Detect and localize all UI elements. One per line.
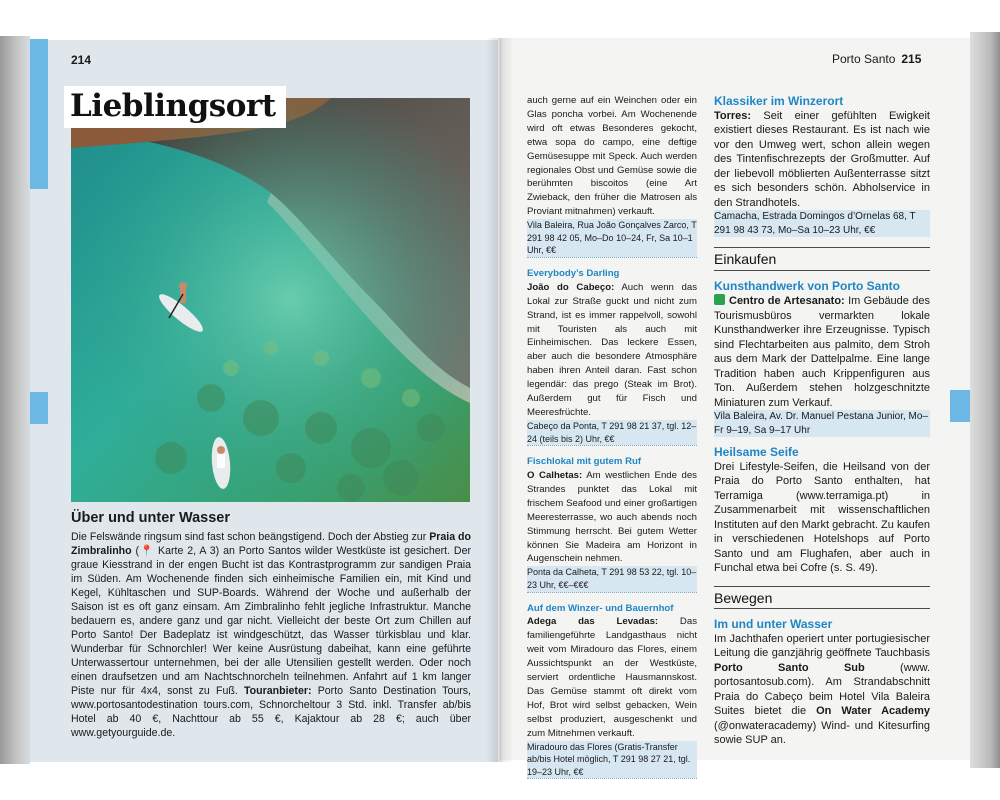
divider [527, 445, 697, 446]
running-head [832, 52, 921, 66]
bold-text: Praia do Zimbralinho [71, 531, 472, 557]
entry-text: Im Gebäude des Tourismusbüros vermarkten lokale Kunsthandwerker ihre Erzeugnisse. Typisch sind Flechtarbeiten aus palmito, dem Stroh aus dem Mark der Dattelpalme. Eine lange Tradition haben auch Krippenfiguren aus Ton. Außerdem stehen holzgeschnitzte Miniaturen zum Verkauf. [714, 295, 931, 409]
section-heading-moving: Bewegen [714, 586, 930, 610]
text-run: Porto Santo Destination Tours, www.portosantodestination tours.com, Schnorcheltour 3 Std. inkl. Transfer ab/bis Hotel ab 40 €, Nachttour ab 55 €, Kajaktour ab 28 €; auch über www.getyourguide.de. [71, 685, 471, 739]
feature-paragraph [71, 530, 471, 740]
entry-body [714, 632, 930, 748]
entry-heading: Fischlokal mit gutem Ruf [527, 456, 642, 468]
entry-intro-text: auch gerne auf ein Weinchen oder ein Glas poncha vorbei. Am Wochenende wird oft etwas Besonderes gekocht, etwa sopa do campo, eine deftige Gemüsesuppe mit Speck. Auch werden regionales Obst und Gemüse sowie die berühmten biscoitos (eine Art Zwieback, den früher die Matrosen als Proviant mitnahmen) verkauft. [527, 95, 697, 218]
entry-address: Cabeço da Ponta, T 291 98 21 37, tgl. 12–24 (teils bis 2) Uhr, €€ [527, 420, 697, 444]
entry-name: Torres: [714, 109, 752, 122]
entry-heading: Everybody’s Darling [527, 267, 620, 279]
feature-heading: Über und unter Wasser [71, 510, 230, 526]
entry-text: Auch wenn das Lokal zur Straße guckt und nicht zum Strand, ist es immer rappelvoll, sowohl mit Touristen als auch mit Einheimischen. Das leckere Essen, aber auch die besondere Atmosphäre haben ihren Anteil daran. Fast schon legendär: das prego (Steak im Brot). Außerdem gut für Fisch und Meeresfrüchte. [527, 281, 697, 418]
shopping-bag-icon [714, 294, 725, 305]
entry-name: O Calhetas: [527, 470, 583, 481]
entry-text: Am westlichen Ende des Strandes punktet das Lokal mit frischem Seafood und einer großartigen Meeresterrasse, wo auch abends noch Stimmung herrscht. Bei gutem Wetter können Sie Madeira am Horizont in Augenschein nehmen. [527, 470, 697, 565]
text-run: Im Jachthafen operiert unter portugiesischer Leitung die ganzjährig geöffnete Tauchbasis [714, 632, 930, 659]
chapter-tab-left-mid [30, 392, 48, 424]
right-page-number: 215 [901, 52, 922, 66]
entry-body [527, 281, 697, 420]
favorite-place-title-box [64, 86, 286, 128]
restaurant-entries [527, 267, 697, 779]
entry-body [714, 109, 930, 211]
entry-address: Vila Baleira, Av. Dr. Manuel Pestana Junior, Mo–Fr 9–19, Sa 9–17 Uhr [714, 411, 929, 436]
restaurant-column [527, 94, 697, 779]
book-gutter [486, 38, 514, 762]
bold-text: Touranbieter: [244, 685, 312, 697]
bold-text: On Water Academy [816, 705, 930, 717]
divider [527, 778, 697, 779]
entry-heading: Auf dem Winzer- und Bauernhof [527, 602, 674, 614]
entry-body: Drei Lifestyle-Seifen, die Heilsand von der Praia do Porto Santo enthalten, hat Terramiga (www.terramiga.pt) in Zusammenarbeit mit wissenschaftlichen Instituten auf den Markt gebracht. Zu kaufen in verschiedenen Hotelshops auf Porto Santo und am Flughafen, aber auch in Funchal etwa bei Cofre (s. S. 49). [714, 460, 930, 574]
entry-body [527, 469, 697, 566]
entry-body [527, 615, 697, 740]
right-page-stack [970, 32, 1000, 768]
entry-address: Ponta da Calheta, T 291 98 53 22, tgl. 10–23 Uhr, €€–€€€ [527, 567, 697, 590]
entry-text: Seit einer gefühlten Ewigkeit existiert dieses Restaurant. Es ist nach wie vor den Umweg wert, schon allein wegen des Tintenfischrezepts der Großmutter. Auf der liebevoll möblierten Außenterrasse sitzt es sich besonders schön. Abholservice in den Strandhotels. [714, 109, 930, 209]
chapter-tab-right-mid [950, 390, 970, 422]
divider [527, 257, 697, 258]
text-run: Die Felswände ringsum sind fast schon beängstigend. Doch der Abstieg zur [71, 531, 430, 543]
divider [527, 592, 697, 593]
entry-address: Camacha, Estrada Domingos d’Ornelas 68, T 291 98 43 73, Mo–Sa 10–23 Uhr, €€ [714, 210, 930, 237]
text-run: (📍 Karte 2, A 3) an Porto Santos wilder Westküste ist gesichert. Der graue Kiesstrand in der engen Bucht ist das Kontrastprogramm zur sandigen Praia im Süden. Am Wochenende finden sich einheimische Familien ein, mit Kind und Kegel, Kühltaschen und SUP-Boards. Während der Woche und außerhalb der Saison ist es oft ganz einsam. Am Zimbralinho fehlt jegliche Infrastruktur. Manche bedauern es, andere ganz und gar nicht. Vielleicht der beste Ort zum Chillen auf Porto Santo! Der Badeplatz ist windgeschützt, das Wasser türkisblau und klar. Wunderbar für Schnorchler! Wer keine Ausrüstung dabeihat, kann eine geführte Unterwassertour unternehmen, bei der alle Utensilien gestellt werden. Oder noch einen draufsetzen und am Nachtschnorcheln teilnehmen. Anfahrt auf 1 km langer Piste nur für 4x4, sonst zu Fuß. [71, 545, 471, 697]
running-head-title: Porto Santo [832, 52, 896, 66]
left-page-stack [0, 36, 30, 764]
entry-intro-address: Vila Baleira, Rua João Gonçalves Zarco, T 291 98 42 05, Mo–Do 10–24, Fr, Sa 10–1 Uhr, €€ [527, 220, 697, 256]
entry-heading: Kunsthandwerk von Porto Santo [714, 278, 901, 293]
beach-photo [71, 98, 470, 502]
entry-heading: Klassiker im Winzerort [714, 94, 844, 108]
bold-text: Porto Santo Sub [714, 661, 865, 674]
text-run: (www. portosantosub.com). Am Strandabschnitt Praia do Cabeço beim Hotel Vila Baleira Suites bietet die [714, 661, 930, 717]
entry-heading: Heilsame Seife [714, 445, 799, 459]
left-page-number: 214 [71, 53, 92, 67]
info-column [714, 94, 930, 748]
entry-name: Centro de Artesanato: [729, 295, 845, 307]
section-heading-shopping: Einkaufen [714, 247, 930, 271]
page-title: Lieblingsort [70, 88, 276, 124]
entry-address: Miradouro das Flores (Gratis-Transfer ab/bis Hotel möglich, T 291 98 27 21, tgl. 19–23 Uhr, €€ [527, 741, 697, 779]
entry-heading: Im und unter Wasser [714, 617, 833, 631]
entry-name: Adega das Levadas: [527, 616, 659, 628]
entry-text: Das familiengeführte Landgasthaus nicht weit vom Miradouro das Flores, einem Aussichtspunkt an der Westküste, serviert ordentliche Hausmannskost. Das Gemüse stammt oft direkt vom Hof, Brot wird selbst gebacken, Wein selbst produziert, ausgeschenkt und zum Mitnehmen verkauft. [527, 616, 697, 739]
chapter-tab-left-top [30, 39, 48, 189]
entry-name: João do Cabeço: [527, 281, 615, 293]
text-run: (@onwateracademy) Wind- und Kitesurfing sowie SUP an. [714, 719, 930, 746]
entry-body [714, 293, 930, 410]
